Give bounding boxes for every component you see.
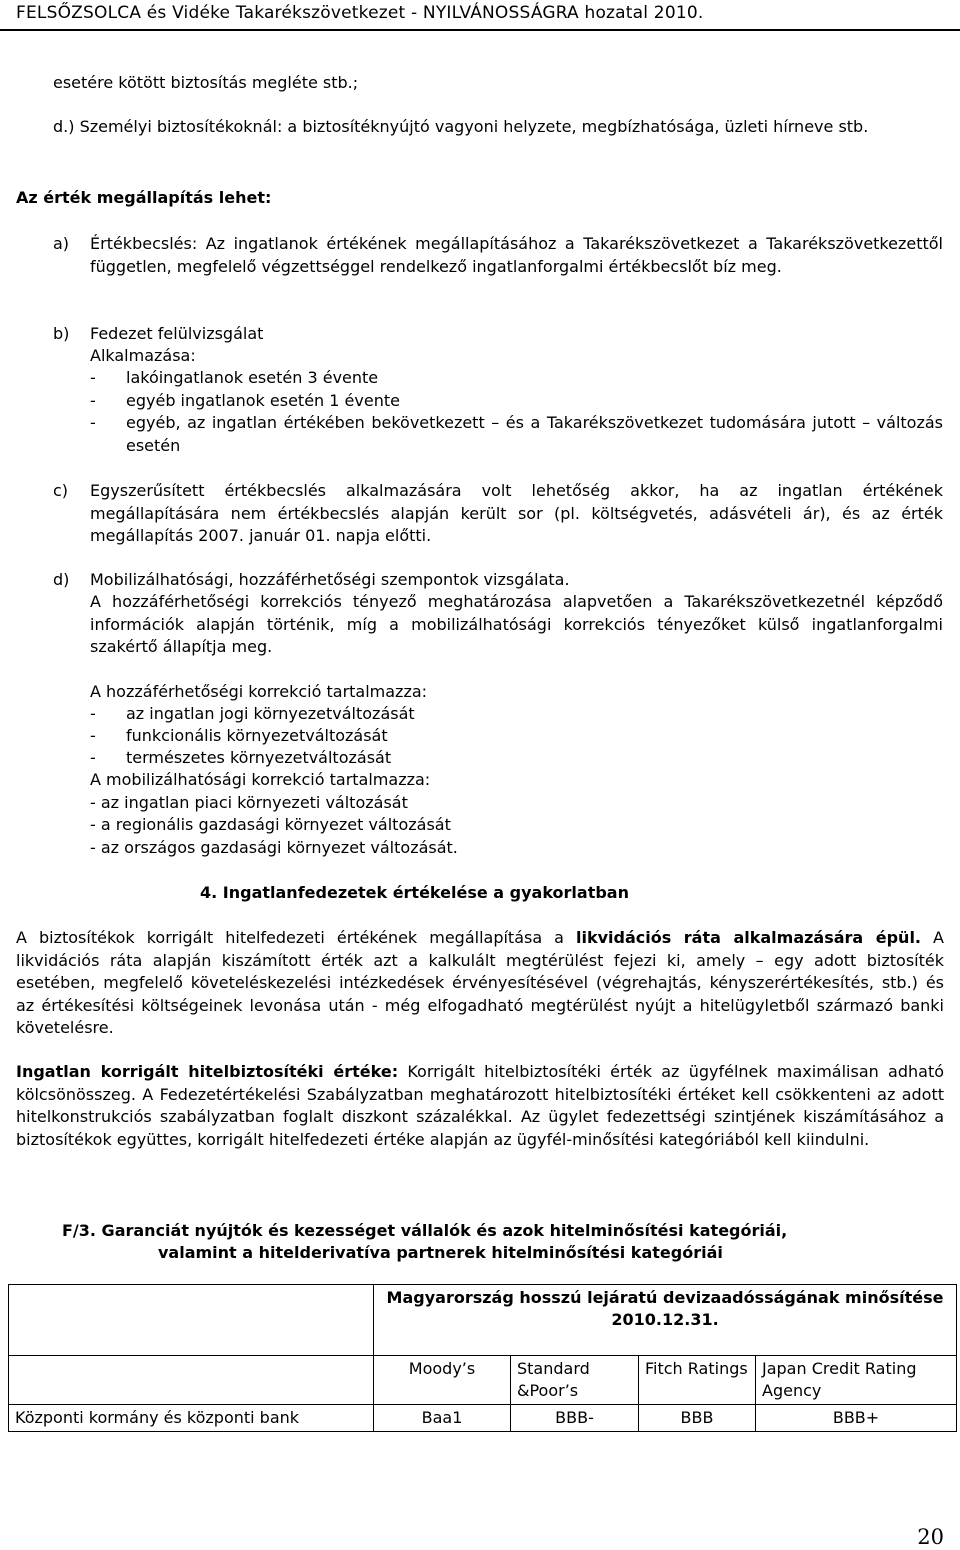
table-header-sp: Standard &Poor’s xyxy=(511,1356,639,1405)
section-4-heading: 4. Ingatlanfedezetek értékelése a gyakorlatban xyxy=(200,883,629,902)
dash-marker: - xyxy=(90,748,96,767)
header-title: FELSŐZSOLCA és Vidéke Takarékszövetkezet - NYILVÁNOSSÁGRA hozatal 2010. xyxy=(16,3,704,23)
value-determination-title: Az érték megállapítás lehet: xyxy=(16,188,272,207)
dash-marker: - xyxy=(90,726,96,745)
table-caption: Magyarország hosszú lejáratú devizaadósságának minősítése 2010.12.31. xyxy=(374,1285,957,1356)
table-header-jcr: Japan Credit Rating Agency xyxy=(756,1356,957,1405)
item-d-label: d) xyxy=(53,570,70,589)
list-item: - az ingatlan piaci környezeti változását xyxy=(90,793,408,812)
list-item: egyéb, az ingatlan értékében bekövetkezett – és a Takarékszövetkezet tudomására jutott – változás esetén xyxy=(126,413,943,455)
dash-marker: - xyxy=(90,368,96,387)
table-header-moodys: Moody’s xyxy=(374,1356,511,1405)
item-c-text: Egyszerűsített értékbecslés alkalmazására volt lehetőség akkor, ha az ingatlan értékének megállapítására nem értékbecslés alapján került sor (pl. költségvetés, adásvételi ár), és az érték megállapítás 2007. január 01. napja előtti. xyxy=(90,481,943,545)
table-caption-row xyxy=(9,1285,957,1356)
dash-marker: - xyxy=(90,413,96,432)
corrected-value-bold: Ingatlan korrigált hitelbiztosítéki értéke: xyxy=(16,1062,399,1081)
table-cell-moodys: Baa1 xyxy=(374,1405,511,1432)
liquidation-rate-bold: likvidációs ráta alkalmazására épül. xyxy=(576,928,922,947)
item-b-sub: Alkalmazása: xyxy=(90,346,196,365)
mobility-correction-title: A mobilizálhatósági korrekció tartalmazza: xyxy=(90,770,431,789)
item-d-title: Mobilizálhatósági, hozzáférhetőségi szempontok vizsgálata. xyxy=(90,570,570,589)
item-a-text: Értékbecslés: Az ingatlanok értékének megállapításához a Takarékszövetkezet a Takarékszövetkezettől független, megfelelő végzettséggel rendelkező ingatlanforgalmi értékbecslőt bíz meg. xyxy=(90,234,943,276)
liquidation-rate-paragraph xyxy=(16,927,944,1040)
table-row-label: Központi kormány és központi bank xyxy=(9,1405,374,1432)
f3-heading-line2: valamint a hitelderivatíva partnerek hitelminősítési kategóriái xyxy=(158,1243,723,1262)
list-item: természetes környezetváltozását xyxy=(126,748,392,767)
access-correction-title: A hozzáférhetőségi korrekció tartalmazza: xyxy=(90,682,428,701)
item-b-label: b) xyxy=(53,324,70,343)
list-item: lakóingatlanok esetén 3 évente xyxy=(126,368,379,387)
table-cell-fitch: BBB xyxy=(639,1405,756,1432)
rating-table xyxy=(8,1284,957,1432)
list-item: egyéb ingatlanok esetén 1 évente xyxy=(126,391,400,410)
corrected-value-paragraph xyxy=(16,1061,944,1151)
liquidation-rate-text-a: A biztosítékok korrigált hitelfedezeti értékének megállapítása a xyxy=(16,928,577,947)
item-b-title: Fedezet felülvizsgálat xyxy=(90,324,264,343)
table-cell-jcr: BBB+ xyxy=(756,1405,957,1432)
list-item: - az országos gazdasági környezet változását. xyxy=(90,838,458,857)
table-header-empty xyxy=(9,1356,374,1405)
page-number: 20 xyxy=(917,1525,944,1549)
paragraph-insurance: esetére kötött biztosítás megléte stb.; xyxy=(53,73,359,92)
list-item: - a regionális gazdasági környezet változását xyxy=(90,815,451,834)
corrected-value-text: Korrigált hitelbiztosítéki érték az ügyfélnek maximálisan adható kölcsönösszeg. A Fedezetértékelési Szabályzatban meghatározott hitelbiztosítéki értéket kell csökkenteni az adott hitelkonstrukciós szabályzatban foglalt diszkont százalékkal. Az ügylet fedezettségi szintjének kiszámításához a biztosítékok együttes, korrigált hitelfedezeti értéke alapján az ügyfél-minősítési kategóriából kell kiindulni. xyxy=(16,1062,945,1149)
item-a-label: a) xyxy=(53,234,70,253)
list-item: funkcionális környezetváltozását xyxy=(126,726,388,745)
item-d-text: A hozzáférhetőségi korrekciós tényező meghatározása alapvetően a Takarékszövetkezetnél képződő információk alapján történik, míg a mobilizálhatósági korrekciós tényezőket külső ingatlanforgalmi szakértő állapítja meg. xyxy=(90,592,943,656)
table-corner-cell xyxy=(9,1285,374,1356)
table-row xyxy=(9,1405,957,1432)
list-item: az ingatlan jogi környezetváltozását xyxy=(126,704,415,723)
table-header-fitch: Fitch Ratings xyxy=(639,1356,756,1405)
item-c-label: c) xyxy=(53,481,69,500)
paragraph-personal-collateral: d.) Személyi biztosítékoknál: a biztosítéknyújtó vagyoni helyzete, megbízhatósága, üzleti hírneve stb. xyxy=(53,117,869,136)
table-cell-sp: BBB- xyxy=(511,1405,639,1432)
table-header-row xyxy=(9,1356,957,1405)
dash-marker: - xyxy=(90,704,96,723)
dash-marker: - xyxy=(90,391,96,410)
f3-heading-line1: F/3. Garanciát nyújtók és kezességet vállalók és azok hitelminősítési kategóriái, xyxy=(62,1221,788,1240)
liquidation-rate-text-c: A likvidációs ráta alapján kiszámított érték azt a kalkulált megtérülést fejezi ki, amely – egy adott biztosíték esetében, megfelelő követeléskezelési intézkedések érvényesítésével (végrehajtás, kényszerértékesítés, stb.) és az értékesítési költségeinek levonása után - még elfogadható megtérülést nyújt a hitelügyletből származó banki követelésre. xyxy=(16,928,944,1037)
